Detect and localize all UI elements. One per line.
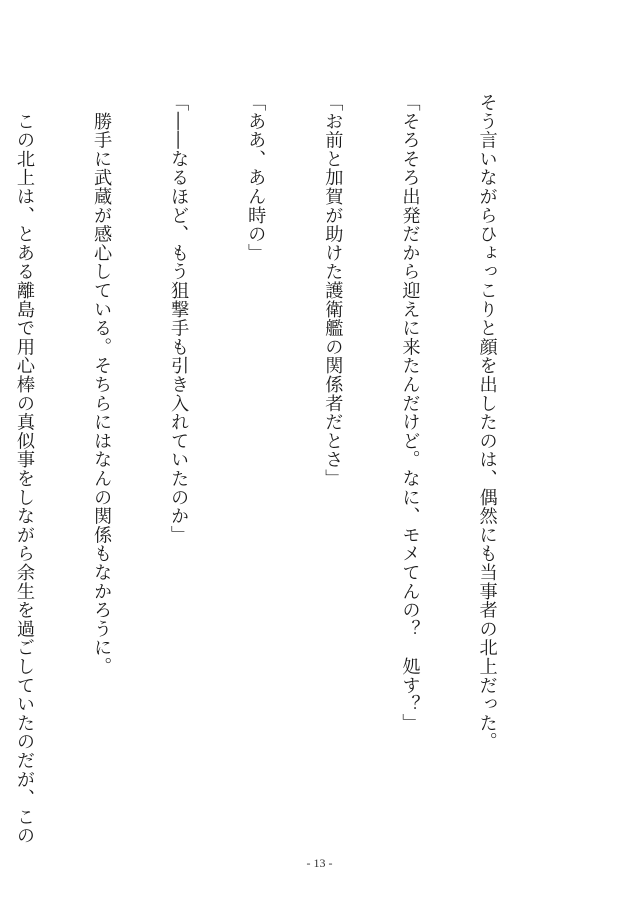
text-line: 「ああ、あん時の」: [245, 93, 267, 263]
vertical-text-body: [13, 93, 551, 845]
text-line: そう言いながらひょっこりと顔を出したのは、偶然にも当事者の北上だった。: [476, 93, 498, 751]
text-line: 「――なるほど、もう狙撃手も引き入れていたのか」: [168, 93, 190, 545]
text-line: 勝手に武蔵が感心している。そちらにはなんの関係もなかろうに。: [91, 93, 113, 676]
text-line: 「そろそろ出発だから迎えに来たんだけど。なに、モメてんの？ 処す？」: [399, 93, 421, 733]
text-line: 「お前と加賀が助けた護衛艦の関係者だとさ」: [322, 93, 344, 488]
text-line: この北上は、とある離島で用心棒の真似事をしながら余生を過ごしていたのだが、この: [13, 93, 35, 845]
page-number: - 13 -: [306, 856, 333, 870]
